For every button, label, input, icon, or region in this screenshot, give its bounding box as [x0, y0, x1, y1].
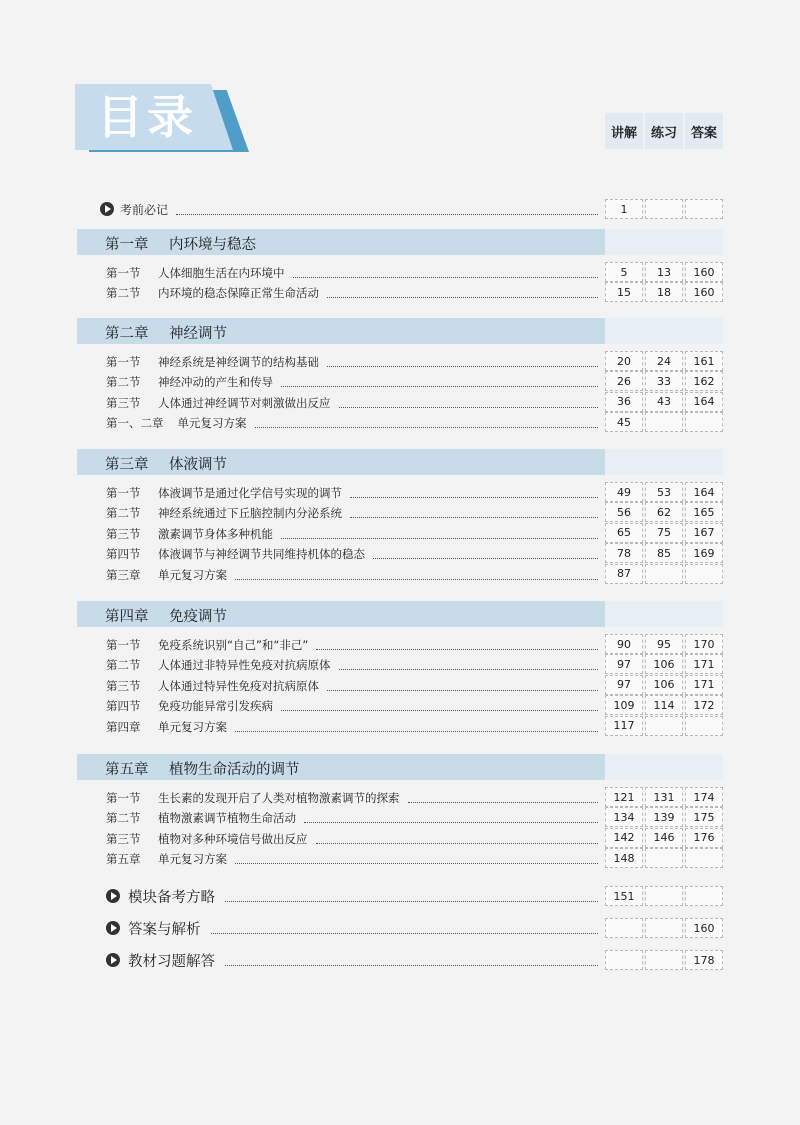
section-page-cells	[605, 807, 723, 827]
page-cell-explain	[605, 950, 643, 970]
toc-entry-preface[interactable]	[100, 199, 723, 219]
page-cell-practice: 75	[645, 523, 683, 543]
dot-leader	[373, 546, 598, 559]
page-cell-explain: 49	[605, 482, 643, 502]
toc-section-row[interactable]	[100, 351, 723, 371]
section-title: 体液调节与神经调节共同维持机体的稳态	[158, 547, 365, 562]
section-page-cells	[605, 282, 723, 302]
page-cell-practice	[645, 564, 683, 584]
dot-leader	[255, 415, 599, 428]
section-title: 体液调节是通过化学信号实现的调节	[158, 486, 342, 500]
page-cell-practice: 114	[645, 695, 683, 715]
play-arrow-icon	[106, 953, 120, 967]
toc-section-row[interactable]	[100, 787, 723, 807]
chapter-title: 神经调节	[169, 326, 227, 342]
chapter-header-band	[77, 229, 605, 255]
page-cell-explain: 26	[605, 371, 643, 391]
page-cell-practice	[645, 950, 683, 970]
dot-leader	[281, 374, 598, 387]
page-cell-answer: 175	[685, 807, 723, 827]
page-cell-explain: 121	[605, 787, 643, 807]
dot-leader	[235, 851, 598, 864]
page-cell-practice: 85	[645, 543, 683, 563]
chapter-header[interactable]	[77, 449, 723, 475]
page-cell-practice: 95	[645, 634, 683, 654]
preface-title: 考前必记	[120, 203, 169, 217]
dot-leader	[408, 790, 599, 803]
chapter-header[interactable]	[77, 601, 723, 627]
page-cell-practice	[645, 848, 683, 868]
section-page-cells	[605, 654, 723, 674]
appendix-title: 模块备考方略	[128, 890, 215, 906]
page-cell-answer	[685, 564, 723, 584]
toc-section-row[interactable]	[100, 564, 723, 584]
page-cell-answer: 160	[685, 918, 723, 938]
page-cell-practice	[645, 716, 683, 736]
page-cell-explain: 97	[605, 654, 643, 674]
section-label: 第四节	[106, 699, 141, 714]
page-cell-practice: 106	[645, 654, 683, 674]
page-cell-answer: 161	[685, 351, 723, 371]
page-cell-explain: 151	[605, 886, 643, 906]
page-cell-answer	[685, 199, 723, 219]
section-label: 第一节	[106, 791, 141, 805]
section-title: 植物激素调节植物生命活动	[158, 811, 296, 826]
chapter-label: 第三章	[105, 457, 149, 473]
section-label: 第五章	[106, 852, 141, 867]
page-cell-practice: 18	[645, 282, 683, 302]
play-arrow-icon	[100, 202, 114, 216]
section-page-cells	[605, 787, 723, 807]
section-label: 第二节	[106, 506, 141, 521]
section-label: 第一、二章	[106, 416, 164, 431]
chapter-header-band	[77, 601, 605, 627]
section-page-cells	[605, 523, 723, 543]
toc-section-row[interactable]	[100, 654, 723, 674]
page-cell-answer: 162	[685, 371, 723, 391]
page-cell-answer	[685, 848, 723, 868]
dot-leader	[176, 202, 598, 215]
dot-leader	[316, 831, 599, 844]
toc-section-row[interactable]	[100, 716, 723, 736]
section-title: 免疫系统识别“自己”和“非己”	[158, 638, 309, 652]
toc-section-row[interactable]	[100, 392, 723, 412]
page-cell-answer: 160	[685, 282, 723, 302]
section-page-cells	[605, 634, 723, 654]
play-arrow-icon	[106, 889, 120, 903]
section-title: 人体通过非特异性免疫对抗病原体	[158, 658, 331, 673]
dot-leader	[339, 657, 599, 670]
page-cell-explain: 45	[605, 412, 643, 432]
toc-section-row[interactable]	[100, 634, 723, 654]
page-cell-practice	[645, 412, 683, 432]
page-cell-practice	[645, 199, 683, 219]
section-label: 第一节	[106, 486, 141, 500]
toc-section-row[interactable]	[100, 848, 723, 868]
chapter-title: 免疫调节	[169, 609, 227, 625]
dot-leader	[281, 526, 598, 539]
section-title: 人体通过特异性免疫对抗病原体	[158, 678, 319, 693]
section-page-cells	[605, 502, 723, 522]
page-cell-answer	[685, 886, 723, 906]
page-cell-answer: 164	[685, 392, 723, 412]
page-cell-answer: 172	[685, 695, 723, 715]
dot-leader	[235, 719, 598, 732]
page-cell-answer: 178	[685, 950, 723, 970]
page-cell-practice: 33	[645, 371, 683, 391]
page-cell-practice: 139	[645, 807, 683, 827]
dot-leader	[225, 889, 598, 902]
section-label: 第三节	[106, 831, 141, 846]
chapter-header[interactable]	[77, 754, 723, 780]
page-cell-explain: 15	[605, 282, 643, 302]
page-cell-practice: 43	[645, 392, 683, 412]
section-label: 第三节	[106, 395, 141, 410]
section-label: 第一节	[106, 638, 141, 652]
toc-section-row[interactable]	[100, 482, 723, 502]
page-cell-explain: 148	[605, 848, 643, 868]
appendix-title: 教材习题解答	[128, 954, 215, 970]
section-title: 免疫功能异常引发疾病	[158, 699, 273, 714]
section-title: 神经冲动的产生和传导	[158, 375, 273, 390]
page-cell-explain: 97	[605, 675, 643, 695]
column-header-answer: 答案	[690, 125, 717, 141]
section-page-cells	[605, 351, 723, 371]
section-title: 单元复习方案	[158, 567, 227, 582]
section-page-cells	[605, 848, 723, 868]
page-cell-explain: 134	[605, 807, 643, 827]
toc-appendix-row[interactable]	[100, 918, 723, 940]
chapter-label: 第五章	[105, 762, 149, 778]
dot-leader	[304, 810, 598, 823]
section-title: 人体通过神经调节对刺激做出反应	[158, 395, 331, 410]
toc-section-row[interactable]	[100, 695, 723, 715]
section-title: 生长素的发现开启了人类对植物激素调节的探索	[158, 791, 400, 805]
page-cell-explain: 5	[605, 262, 643, 282]
chapter-header-band	[77, 754, 605, 780]
page-cell-answer: 164	[685, 482, 723, 502]
section-page-cells	[605, 564, 723, 584]
appendix-page-cells	[605, 950, 723, 970]
chapter-header[interactable]	[77, 318, 723, 344]
toc-appendix-row[interactable]	[100, 886, 723, 908]
dot-leader	[350, 485, 598, 498]
page-title: 目录	[97, 90, 197, 144]
page-cell-explain: 109	[605, 695, 643, 715]
chapter-label: 第二章	[105, 326, 149, 342]
dot-leader	[327, 285, 598, 298]
section-page-cells	[605, 828, 723, 848]
section-title: 植物对多种环境信号做出反应	[158, 831, 308, 846]
toc-section-row[interactable]	[100, 502, 723, 522]
toc-section-row[interactable]	[100, 523, 723, 543]
section-title: 单元复习方案	[158, 852, 227, 867]
section-label: 第四节	[106, 547, 141, 562]
section-label: 第三节	[106, 678, 141, 693]
section-page-cells	[605, 262, 723, 282]
page-cell-explain	[605, 918, 643, 938]
dot-leader	[235, 567, 598, 580]
section-title: 单元复习方案	[177, 416, 247, 431]
page-cell-answer: 169	[685, 543, 723, 563]
section-label: 第四章	[106, 719, 141, 734]
page-cell-explain: 65	[605, 523, 643, 543]
page-cell-answer: 176	[685, 828, 723, 848]
toc-section-row[interactable]	[100, 371, 723, 391]
dot-leader	[327, 678, 598, 691]
page-cell-explain: 1	[605, 199, 643, 219]
page-cell-explain: 90	[605, 634, 643, 654]
section-title: 神经系统通过下丘脑控制内分泌系统	[158, 506, 342, 521]
appendix-page-cells	[605, 918, 723, 938]
section-page-cells	[605, 392, 723, 412]
section-page-cells	[605, 371, 723, 391]
chapter-title: 内环境与稳态	[169, 237, 256, 253]
page-cell-answer: 165	[685, 502, 723, 522]
toc-section-row[interactable]	[100, 675, 723, 695]
section-page-cells	[605, 412, 723, 432]
page-cell-practice: 106	[645, 675, 683, 695]
chapter-title: 体液调节	[169, 457, 227, 473]
section-title: 内环境的稳态保障正常生命活动	[158, 286, 319, 301]
toc-appendix-row[interactable]	[100, 950, 723, 972]
column-header-practice: 练习	[645, 113, 685, 149]
appendix-page-cells	[605, 886, 723, 906]
section-title: 激素调节身体多种机能	[158, 526, 273, 541]
section-label: 第二节	[106, 811, 141, 826]
dot-leader	[281, 698, 598, 711]
page-cell-explain: 117	[605, 716, 643, 736]
section-label: 第一节	[106, 266, 141, 280]
section-page-cells	[605, 716, 723, 736]
page-cell-explain: 87	[605, 564, 643, 584]
chapter-header-band	[77, 449, 605, 475]
toc-section-row[interactable]	[100, 828, 723, 848]
section-label: 第三节	[106, 526, 141, 541]
chapter-label: 第四章	[105, 609, 149, 625]
section-label: 第二节	[106, 375, 141, 390]
page-cell-answer	[685, 412, 723, 432]
preface-page-cells	[605, 199, 723, 219]
page-cell-practice: 146	[645, 828, 683, 848]
dot-leader	[327, 354, 598, 367]
chapter-header-band	[77, 318, 605, 344]
page-cell-explain: 20	[605, 351, 643, 371]
section-title: 神经系统是神经调节的结构基础	[158, 355, 319, 369]
page-cell-practice: 24	[645, 351, 683, 371]
dot-leader	[339, 395, 599, 408]
play-arrow-icon	[106, 921, 120, 935]
section-label: 第二节	[106, 286, 141, 301]
page-cell-answer: 171	[685, 675, 723, 695]
page-cell-practice: 53	[645, 482, 683, 502]
section-title: 单元复习方案	[158, 719, 227, 734]
column-headers	[605, 113, 723, 149]
page-cell-answer: 160	[685, 262, 723, 282]
page-cell-practice: 131	[645, 787, 683, 807]
dot-leader	[211, 921, 599, 934]
toc-section-row[interactable]	[100, 282, 723, 302]
page-cell-explain: 56	[605, 502, 643, 522]
section-label: 第一节	[106, 355, 141, 369]
dot-leader	[225, 953, 598, 966]
page-cell-answer: 171	[685, 654, 723, 674]
page-cell-explain: 78	[605, 543, 643, 563]
page-title-banner	[75, 84, 255, 156]
section-page-cells	[605, 543, 723, 563]
chapter-header[interactable]	[77, 229, 723, 255]
page-cell-answer	[685, 716, 723, 736]
page-cell-practice: 13	[645, 262, 683, 282]
page-cell-explain: 36	[605, 392, 643, 412]
dot-leader	[316, 637, 598, 650]
chapter-title: 植物生命活动的调节	[169, 762, 300, 778]
column-header-explain: 讲解	[605, 113, 645, 149]
section-page-cells	[605, 675, 723, 695]
section-label: 第三章	[106, 567, 141, 582]
page-cell-practice	[645, 918, 683, 938]
page-cell-practice	[645, 886, 683, 906]
appendix-title: 答案与解析	[128, 922, 201, 938]
toc-section-row[interactable]	[100, 412, 723, 432]
page-cell-explain: 142	[605, 828, 643, 848]
toc-section-row[interactable]	[100, 807, 723, 827]
section-label: 第二节	[106, 658, 141, 673]
page-cell-answer: 170	[685, 634, 723, 654]
section-page-cells	[605, 482, 723, 502]
dot-leader	[293, 265, 599, 278]
page-cell-answer: 167	[685, 523, 723, 543]
section-page-cells	[605, 695, 723, 715]
chapter-label: 第一章	[105, 237, 149, 253]
page-cell-answer: 174	[685, 787, 723, 807]
dot-leader	[350, 505, 598, 518]
toc-section-row[interactable]	[100, 262, 723, 282]
page-cell-practice: 62	[645, 502, 683, 522]
toc-section-row[interactable]	[100, 543, 723, 563]
section-title: 人体细胞生活在内环境中	[158, 266, 285, 280]
